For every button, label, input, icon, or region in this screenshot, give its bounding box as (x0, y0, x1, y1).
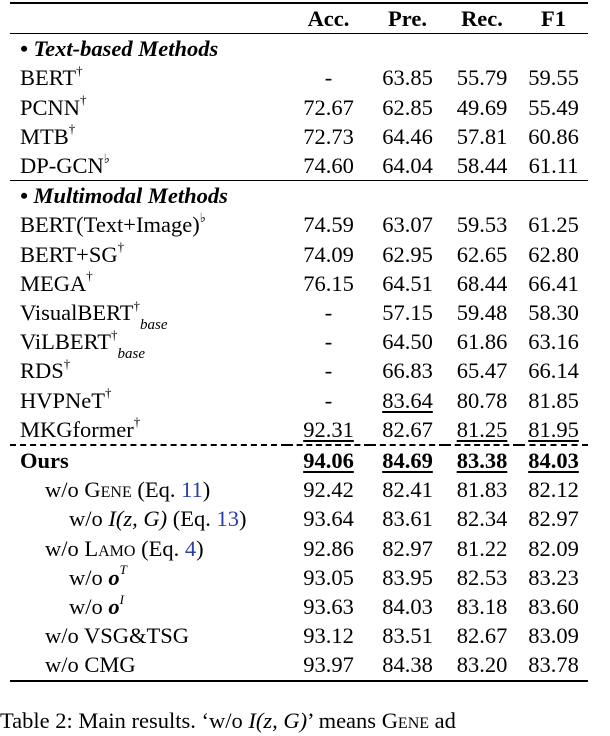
method-name: w/o Gene (Eq. 11) (45, 477, 211, 503)
rec-cell: 58.44 (456, 153, 508, 179)
rec-cell: 82.34 (456, 506, 508, 532)
header-f1: F1 (519, 3, 588, 34)
rec-cell: 61.86 (456, 329, 508, 355)
f1-cell: 82.12 (528, 477, 579, 503)
acc-cell: 72.67 (303, 94, 354, 120)
f1-cell: 83.60 (528, 594, 579, 620)
acc-cell (287, 415, 370, 445)
method-name: BERT(Text+Image)♭ (20, 209, 206, 238)
acc-cell: 93.12 (303, 623, 354, 649)
acc-cell: 92.42 (303, 477, 354, 503)
f1-cell: 59.55 (528, 65, 579, 91)
ablation-row (10, 592, 588, 621)
f1-cell: 84.03 (519, 445, 588, 475)
pre-cell: 84.03 (382, 594, 433, 620)
acc-cell: 93.05 (303, 564, 354, 590)
table-row (10, 93, 588, 122)
table-row (10, 269, 588, 298)
method-name: MKGformer† (20, 414, 141, 442)
table-row (10, 122, 588, 151)
method-name: ViLBERT†$_{base}$ (20, 326, 146, 362)
pre-cell: 66.83 (382, 358, 433, 384)
rec-cell: 65.47 (456, 358, 508, 384)
rec-cell (445, 415, 519, 445)
acc-cell: 74.60 (303, 153, 354, 179)
table-row (10, 356, 588, 385)
table-row (10, 240, 588, 269)
f1-cell: 58.30 (528, 300, 579, 326)
rec-cell: 82.53 (456, 564, 508, 590)
f1-cell: 62.80 (528, 241, 579, 267)
f1-cell: 83.78 (519, 650, 588, 680)
acc-cell: 93.97 (287, 650, 370, 680)
rec-cell: 68.44 (456, 270, 508, 296)
header-row (10, 3, 588, 34)
ablation-row (10, 650, 588, 680)
ablation-row (10, 475, 588, 504)
table-row (10, 327, 588, 356)
method-name: w/o I(z, G) (Eq. 13) (69, 506, 247, 532)
table-row (10, 210, 588, 239)
table-row (10, 415, 588, 445)
pre-cell: 64.46 (382, 123, 433, 149)
rec-cell: 83.38 (445, 445, 519, 475)
rec-cell: 82.67 (456, 623, 508, 649)
pre-cell: 82.97 (382, 535, 433, 561)
rec-cell: 81.22 (456, 535, 508, 561)
rec-cell: 83.18 (456, 594, 508, 620)
f1-cell: 83.23 (528, 564, 579, 590)
acc-cell: 94.06 (287, 445, 370, 475)
method-name: PCNN† (20, 92, 87, 120)
f1-cell: 61.25 (528, 212, 579, 238)
rec-cell: 57.81 (456, 123, 508, 149)
method-name: w/o VSG&TSG (45, 623, 189, 649)
pre-cell: 83.51 (382, 623, 433, 649)
rec-cell: 62.65 (456, 241, 508, 267)
acc-cell: 72.73 (303, 123, 354, 149)
acc-cell: - (324, 387, 333, 413)
ablation-row (10, 563, 588, 592)
rec-cell: 59.53 (456, 212, 508, 238)
pre-cell: 84.69 (370, 445, 445, 475)
table-row (10, 151, 588, 181)
rec-cell: 83.20 (445, 650, 519, 680)
acc-cell: - (324, 300, 333, 326)
ablation-row (10, 504, 588, 533)
method-name: w/o CMG (10, 650, 287, 680)
method-name: MTB† (20, 121, 76, 149)
section-title-row (10, 34, 588, 64)
header-method (10, 3, 287, 34)
pre-cell: 63.07 (382, 212, 433, 238)
second-best-value: 81.25 (456, 416, 508, 442)
pre-cell: 57.15 (382, 300, 433, 326)
acc-cell: - (324, 65, 333, 91)
section-title: • Text-based Methods (10, 34, 588, 64)
second-best-value: 83.64 (382, 387, 433, 413)
ablation-row (10, 534, 588, 563)
second-best-value: 81.95 (528, 416, 579, 442)
method-name: BERT+SG† (20, 239, 125, 267)
f1-cell: 55.49 (528, 94, 579, 120)
header-acc: Acc. (287, 3, 370, 34)
f1-cell: 60.86 (528, 123, 579, 149)
rec-cell: 81.83 (456, 477, 508, 503)
pre-cell: 63.85 (382, 65, 433, 91)
acc-cell: 74.59 (303, 212, 354, 238)
pre-cell: 62.85 (382, 94, 433, 120)
second-best-value: 92.31 (303, 416, 354, 442)
rec-cell: 55.79 (456, 65, 508, 91)
acc-cell: - (324, 329, 333, 355)
results-table (10, 2, 588, 682)
pre-cell: 84.38 (370, 650, 445, 680)
method-name: RDS† (20, 355, 71, 384)
acc-cell: 74.09 (303, 241, 354, 267)
rec-cell: 59.48 (456, 300, 508, 326)
section-title-row (10, 181, 588, 211)
acc-cell: 92.86 (303, 535, 354, 561)
acc-cell: 93.63 (303, 594, 354, 620)
f1-cell (519, 415, 588, 445)
header-pre: Pre. (370, 3, 445, 34)
section-title: • Multimodal Methods (10, 181, 588, 211)
method-name: BERT† (20, 62, 83, 91)
table-caption: Table 2: Main results. ‘w/o I(z, G)’ means Gene ad (0, 708, 456, 733)
pre-cell (370, 386, 445, 415)
f1-cell: 63.16 (528, 329, 579, 355)
acc-cell: 93.64 (303, 506, 354, 532)
f1-cell: 81.85 (528, 387, 579, 413)
f1-cell: 83.09 (528, 623, 579, 649)
f1-cell: 82.09 (528, 535, 579, 561)
pre-cell: 82.67 (382, 416, 433, 442)
method-name: Ours (10, 445, 287, 475)
header-rec: Rec. (445, 3, 519, 34)
f1-cell: 66.41 (528, 270, 579, 296)
pre-cell: 64.04 (382, 153, 433, 179)
pre-cell: 83.95 (382, 564, 433, 590)
ours-row (10, 445, 588, 475)
f1-cell: 82.97 (528, 506, 579, 532)
table-row (10, 298, 588, 327)
acc-cell: 76.15 (303, 270, 354, 296)
table-row (10, 386, 588, 415)
method-name: w/o $o^I$ (69, 591, 124, 620)
method-name: DP-GCN♭ (20, 150, 110, 179)
pre-cell: 62.95 (382, 241, 433, 267)
ablation-row (10, 621, 588, 650)
pre-cell: 82.41 (382, 477, 433, 503)
method-name: w/o $o^T$ (69, 562, 127, 590)
rec-cell: 49.69 (456, 94, 508, 120)
acc-cell: - (324, 358, 333, 384)
table-row (10, 63, 588, 92)
rec-cell: 80.78 (456, 387, 508, 413)
pre-cell: 64.51 (382, 270, 433, 296)
method-name: VisualBERT†$_{base}$ (20, 297, 168, 333)
f1-cell: 66.14 (528, 358, 579, 384)
method-name: w/o Lamo (Eq. 4) (45, 535, 204, 561)
pre-cell: 83.61 (382, 506, 433, 532)
f1-cell: 61.11 (528, 153, 579, 179)
method-name: MEGA† (20, 268, 93, 296)
pre-cell: 64.50 (382, 329, 433, 355)
method-name: HVPNeT† (20, 385, 112, 413)
